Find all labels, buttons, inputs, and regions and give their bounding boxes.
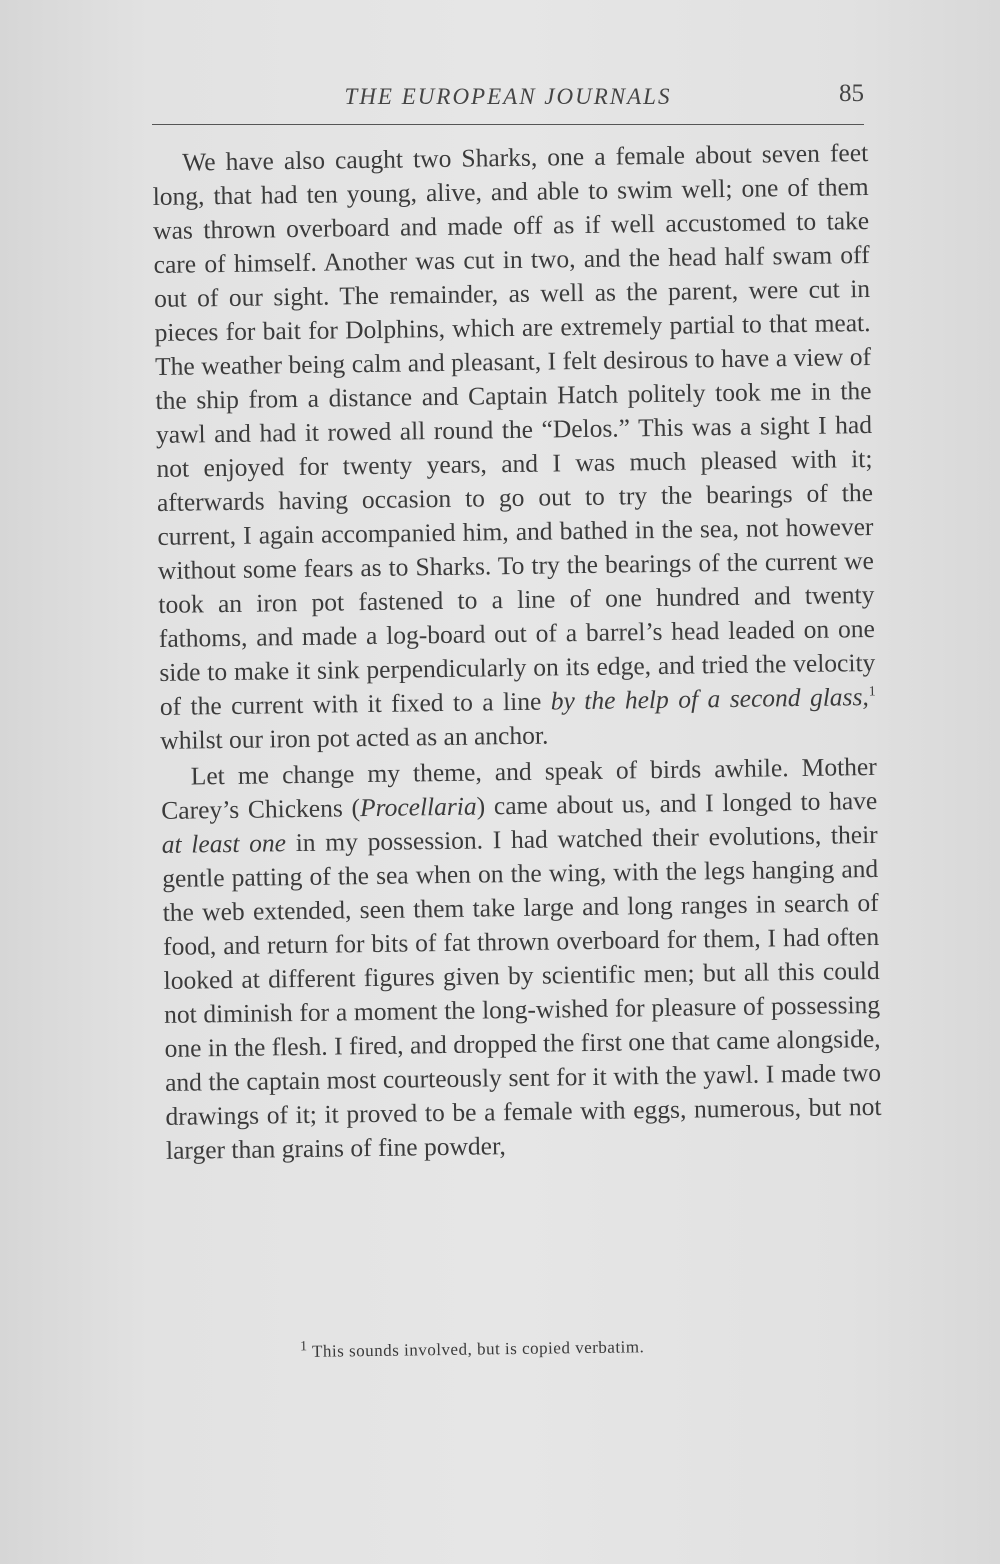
paragraph-sharks <box>152 136 876 758</box>
paragraph-birds <box>161 750 883 1168</box>
page-number: 85 <box>839 80 864 107</box>
italic-phrase: at least one <box>161 828 287 859</box>
page-header <box>152 78 864 125</box>
running-head: THE EUROPEAN JOURNALS <box>344 84 672 109</box>
footnote-reference: 1 <box>868 684 876 700</box>
paragraph-text: whilst our iron pot acted as an anchor. <box>160 720 549 755</box>
body-text <box>152 136 882 1168</box>
footnote <box>300 1334 860 1362</box>
italic-phrase: Procellaria <box>359 791 477 823</box>
paragraph-text: Let me change my theme, and speak of birds awhile. Mother Carey’s Chickens ( <box>161 751 877 825</box>
paragraph-text: We have also caught two Sharks, one a female about seven feet long, that had ten young, alive, and able to swim well; one of them was thrown overboard and made off as if well accustomed to take care of himself. Another was cut in two, and the head half swam off out of our sight. The remainder, as well as the parent, were cut in pieces for bait for Dolphins, which are extremely partial to that meat. The weather being calm and pleasant, I felt desirous to have a view of the ship from a distance and Captain Hatch politely took me in the yawl and had it rowed all round the “Delos.” This was a sight I had not enjoyed for twenty years, and I was much pleased with it; afterwards having occasion to go out to try the bearings of the current, I again accompanied him, and bathed in the sea, not however without some fears as to Sharks. To try the bearings of the current we took an iron pot fastened to a line of one hundred and twenty fathoms, and made a log-board out of a barrel’s head leaded on one side to make it sink perpendicularly on its edge, and tried the velocity of the current with it fixed to a line <box>152 138 876 721</box>
footnote-number: 1 <box>299 1339 308 1355</box>
italic-phrase: by the help of a second glass, <box>550 682 869 716</box>
paragraph-text: ) came about us, and I longed to have <box>476 785 878 821</box>
paragraph-text: in my possession. I had watched their evolutions, their gentle patting of the sea when on the wing, with the legs hanging and the web extended, seen them take large and long ranges in search of food, and return for bits of fat thrown overboard for them, I had often looked at different figures given by scientific men; but all this could not diminish for a moment the long-wished for pleasure of possessing one in the flesh. I fired, and dropped the first one that came alongside, and the captain most courteously sent for it with the yawl. I made two drawings of it; it proved to be a female with eggs, numerous, but not larger than grains of fine powder, <box>162 819 882 1165</box>
footnote-text: This sounds involved, but is copied verbatim. <box>307 1337 645 1361</box>
